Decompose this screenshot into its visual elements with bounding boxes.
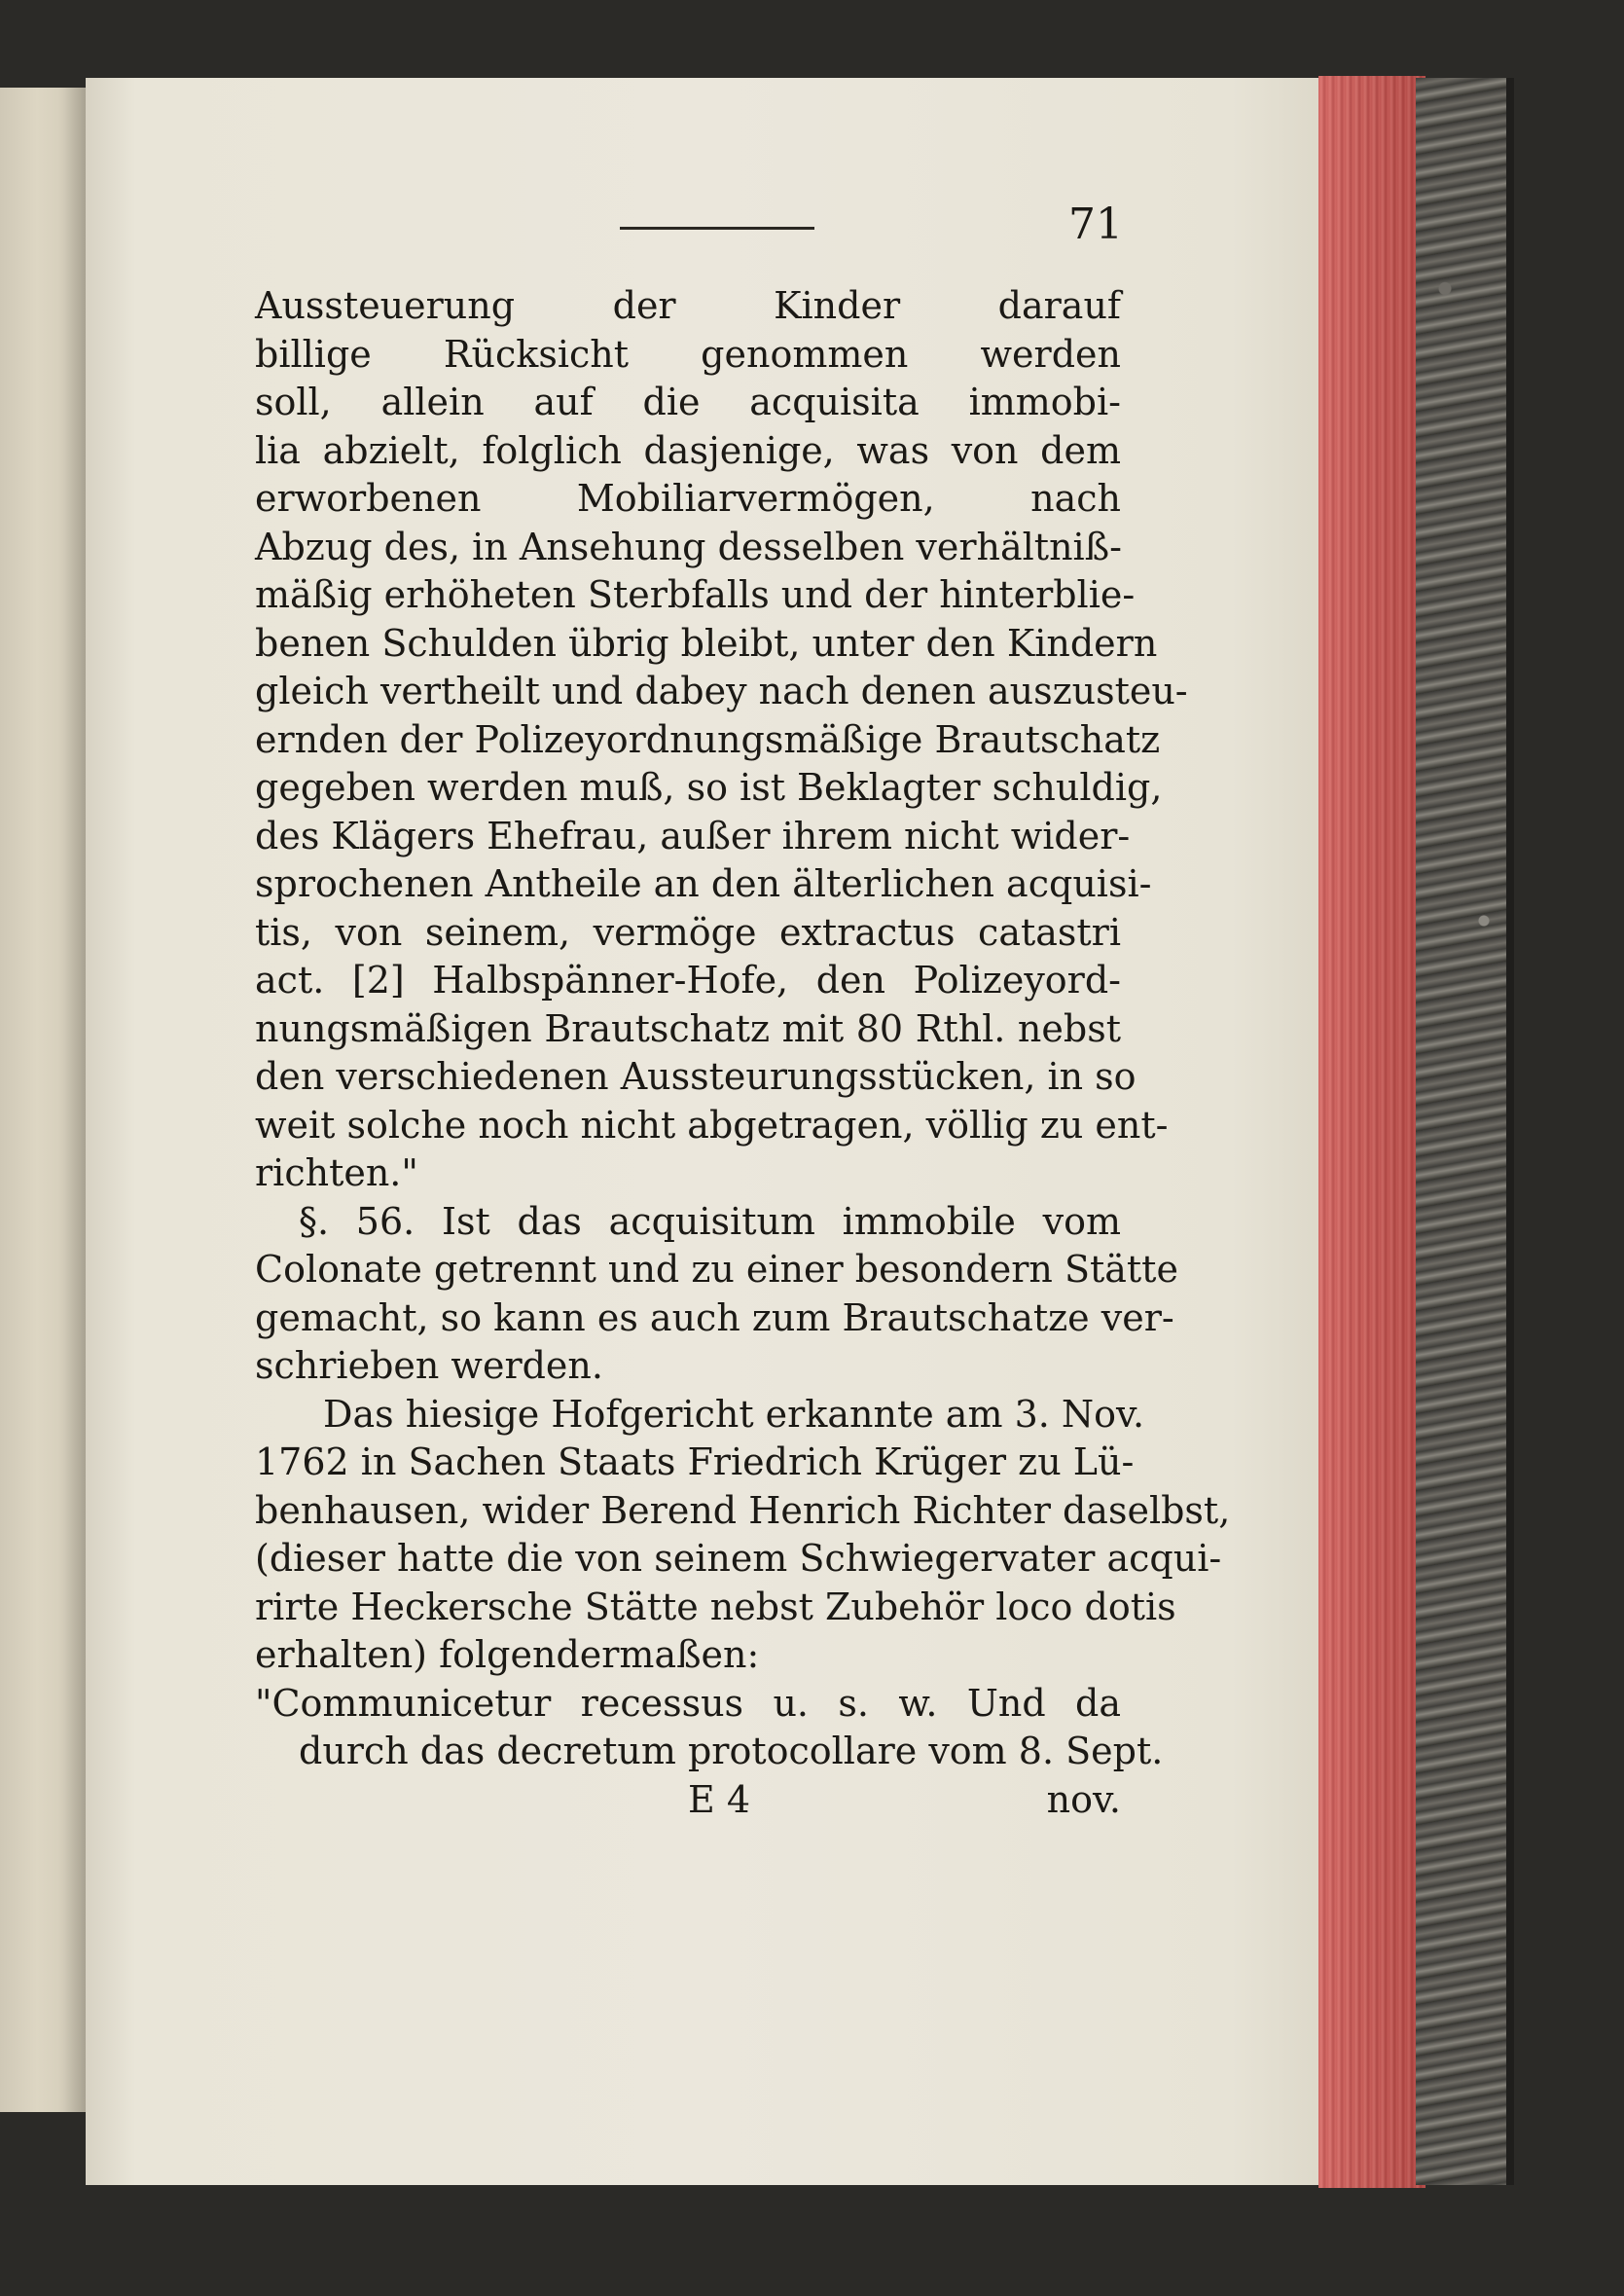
text-line: erworbenen Mobiliarvermögen, nach [255, 477, 1121, 520]
cover-edge [1506, 78, 1514, 2185]
text-line: den verschiedenen Aussteurungsstücken, in so [255, 1055, 1137, 1098]
page-number: 71 [1068, 200, 1123, 249]
text-line: weit solche noch nicht abgetragen, völlig zu ent- [255, 1103, 1169, 1147]
text-line: (dieser hatte die von seinem Schwiegervater acqui- [255, 1537, 1222, 1580]
text-line: erhalten) folgendermaßen: [255, 1633, 760, 1676]
text-line: gemacht, so kann es auch zum Brautschatze ver- [255, 1295, 1174, 1339]
section-heading: §. 56. Ist das acquisitum immobile vom [299, 1199, 1121, 1243]
page-body [255, 282, 1231, 1824]
text-line: gleich vertheilt und dabey nach denen auszusteu- [255, 670, 1188, 712]
page-edge-shade [1318, 76, 1426, 2188]
text-line: gegeben werden muß, so ist Beklagter schuldig, [255, 766, 1163, 809]
text-line: 1762 in Sachen Staats Friedrich Krüger zu Lü- [255, 1440, 1135, 1483]
page-header [255, 200, 1123, 258]
text-line: rirte Heckersche Stätte nebst Zubehör loco dotis [255, 1585, 1176, 1628]
text-line: schrieben werden. [255, 1344, 603, 1387]
text-line: billige Rücksicht genommen werden [255, 332, 1121, 376]
text-line: richten." [255, 1151, 418, 1194]
text-line: des Klägers Ehefrau, außer ihrem nicht wider- [255, 814, 1131, 857]
text-line: act. [2] Halbspänner-Hofe, den Polizeyord- [255, 959, 1121, 1002]
footer-line [255, 1776, 1121, 1825]
text-line: Abzug des, in Ansehung desselben verhältniß- [255, 525, 1122, 568]
text-line: nungsmäßigen Brautschatz mit 80 Rthl. nebst [255, 1006, 1121, 1050]
text-line: benen Schulden übrig bleibt, unter den Kindern [255, 621, 1158, 665]
text-line: Aussteuerung der Kinder darauf [255, 284, 1121, 327]
header-rule [620, 227, 814, 230]
text-line: lia abzielt, folglich dasjenige, was von dem [255, 428, 1121, 472]
text-line: benhausen, wider Berend Henrich Richter daselbst, [255, 1488, 1231, 1532]
text-line: sprochenen Antheile an den älterlichen acquisi- [255, 862, 1152, 905]
text-line: durch das decretum protocollare vom 8. Sept. [299, 1730, 1164, 1772]
text-line: tis, von seinem, vermöge extractus catastri [255, 910, 1121, 954]
signature-mark: E 4 [688, 1777, 750, 1821]
text-line: Colonate getrennt und zu einer besondern Stätte [255, 1248, 1178, 1291]
marbled-cover [1416, 78, 1513, 2185]
catchword: nov. [1046, 1777, 1121, 1821]
text-line: soll, allein auf die acquisita immobi- [255, 381, 1121, 423]
text-line: ernden der Polizeyordnungsmäßige Brautschatz [255, 717, 1161, 761]
text-line: mäßig erhöheten Sterbfalls und der hinterblie- [255, 573, 1136, 616]
paragraph-start: Das hiesige Hofgericht erkannte am 3. Nov. [323, 1392, 1145, 1436]
quote-line: "Communicetur recessus u. s. w. Und da [255, 1681, 1121, 1725]
